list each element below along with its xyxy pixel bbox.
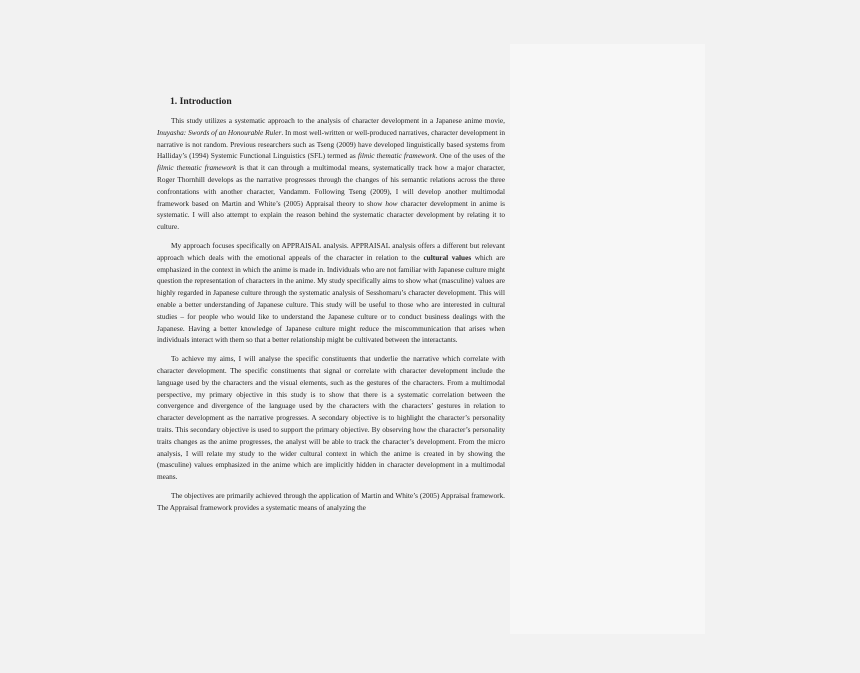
paragraph-text-segment: This study utilizes a systematic approach to the analysis of character development in a Japanese anime movie, <box>171 116 505 125</box>
paragraph-text-segment: . One of the uses of the <box>435 151 505 161</box>
paragraph-text-segment: which are emphasized in the context in which the anime is made in. Individuals who are not familiar with Japanese culture might question the representation of characters in the anime. My study specifically aims to show what (masculine) values are highly regarded in Japanese culture through the systematic analysis of Sesshomaru’s character development. This will enable a better understanding of Japanese culture. This study will be useful to those who are interested in cultural studies – for people who would like to understand the Japanese culture or to conduct business dealings with the Japanese. Having a better knowledge of Japanese culture might reduce the miscommunication that arises when individuals interact with them so that a better relationship might be cultivated between the interactants. <box>157 252 506 345</box>
right-side-panel <box>510 44 705 634</box>
paragraph-text-segment: character development in anime is systematic. I will also attempt to explain the reason behind the systematic character development by relating it to culture. <box>157 198 505 232</box>
paragraph-text-segment: The objectives are primarily achieved through the application of Martin and White’s (2005) Appraisal framework. The Appraisal framework provides a systematic means of analyzing the <box>157 490 505 512</box>
paragraph-text-segment: is that it can through a multimodal means, systematically track how a major character, Roger Thornhill develops as the narrative progresses through the changes of his semantic relations across the three confrontations with another character, Vandamm. Following Tseng (2009), I will develop another multimodal framework based on Martin and White’s (2005) Appraisal theory to show <box>157 163 505 208</box>
paragraph-text-segment: My approach focuses specifically on APPRAISAL analysis. APPRAISAL analysis offers a different but relevant approach which deals with the emotional appeals of the character in relation to the <box>157 240 505 262</box>
paragraph-text-segment: filmic thematic framework <box>157 163 237 173</box>
paragraph-text-segment: To achieve my aims, I will analyse the specific constituents that underlie the narrative which correlate with character development. The specific constituents that signal or correlate with character development include the language used by the characters and the visual elements, such as the gestures of the characters. From a multimodal perspective, my primary objective in this study is to show that there is a systematic correlation between the convergence and divergence of the language used by the characters with the characters’ gestures in relation to character development as the narrative progresses. A secondary objective is to highlight the character’s personality traits. This secondary objective is used to support the primary objective. By observing how the character’s personality traits changes as the anime progresses, the analyst will be able to track the character’s development. From the micro analysis, I will relate my study to the wider cultural context in which the anime is created in by showing the (masculine) values emphasized in the anime which are implicitly hidden in character development in a multimodal means. <box>157 354 505 482</box>
paragraph-4 <box>157 490 505 514</box>
paragraph-text-segment: how <box>385 198 398 208</box>
paragraph-text-segment: . In most well-written or well-produced narratives, character development in narrative is not random. Previous researchers such as Tseng (2009) have developed linguistically based systems from Halliday’s (1994) Systemic Functional Linguistics (SFL) termed as <box>157 127 505 161</box>
paragraph-text-segment: filmic thematic framework <box>357 151 436 161</box>
paragraph-2 <box>157 240 505 346</box>
paragraph-text-segment: cultural values <box>423 252 472 262</box>
document-content <box>157 96 505 521</box>
paragraph-3 <box>157 353 505 483</box>
paragraph-1 <box>157 115 505 233</box>
section-heading: 1. Introduction <box>170 96 232 107</box>
paragraph-text-segment: Inuyasha: Swords of an Honourable Ruler <box>157 127 282 137</box>
